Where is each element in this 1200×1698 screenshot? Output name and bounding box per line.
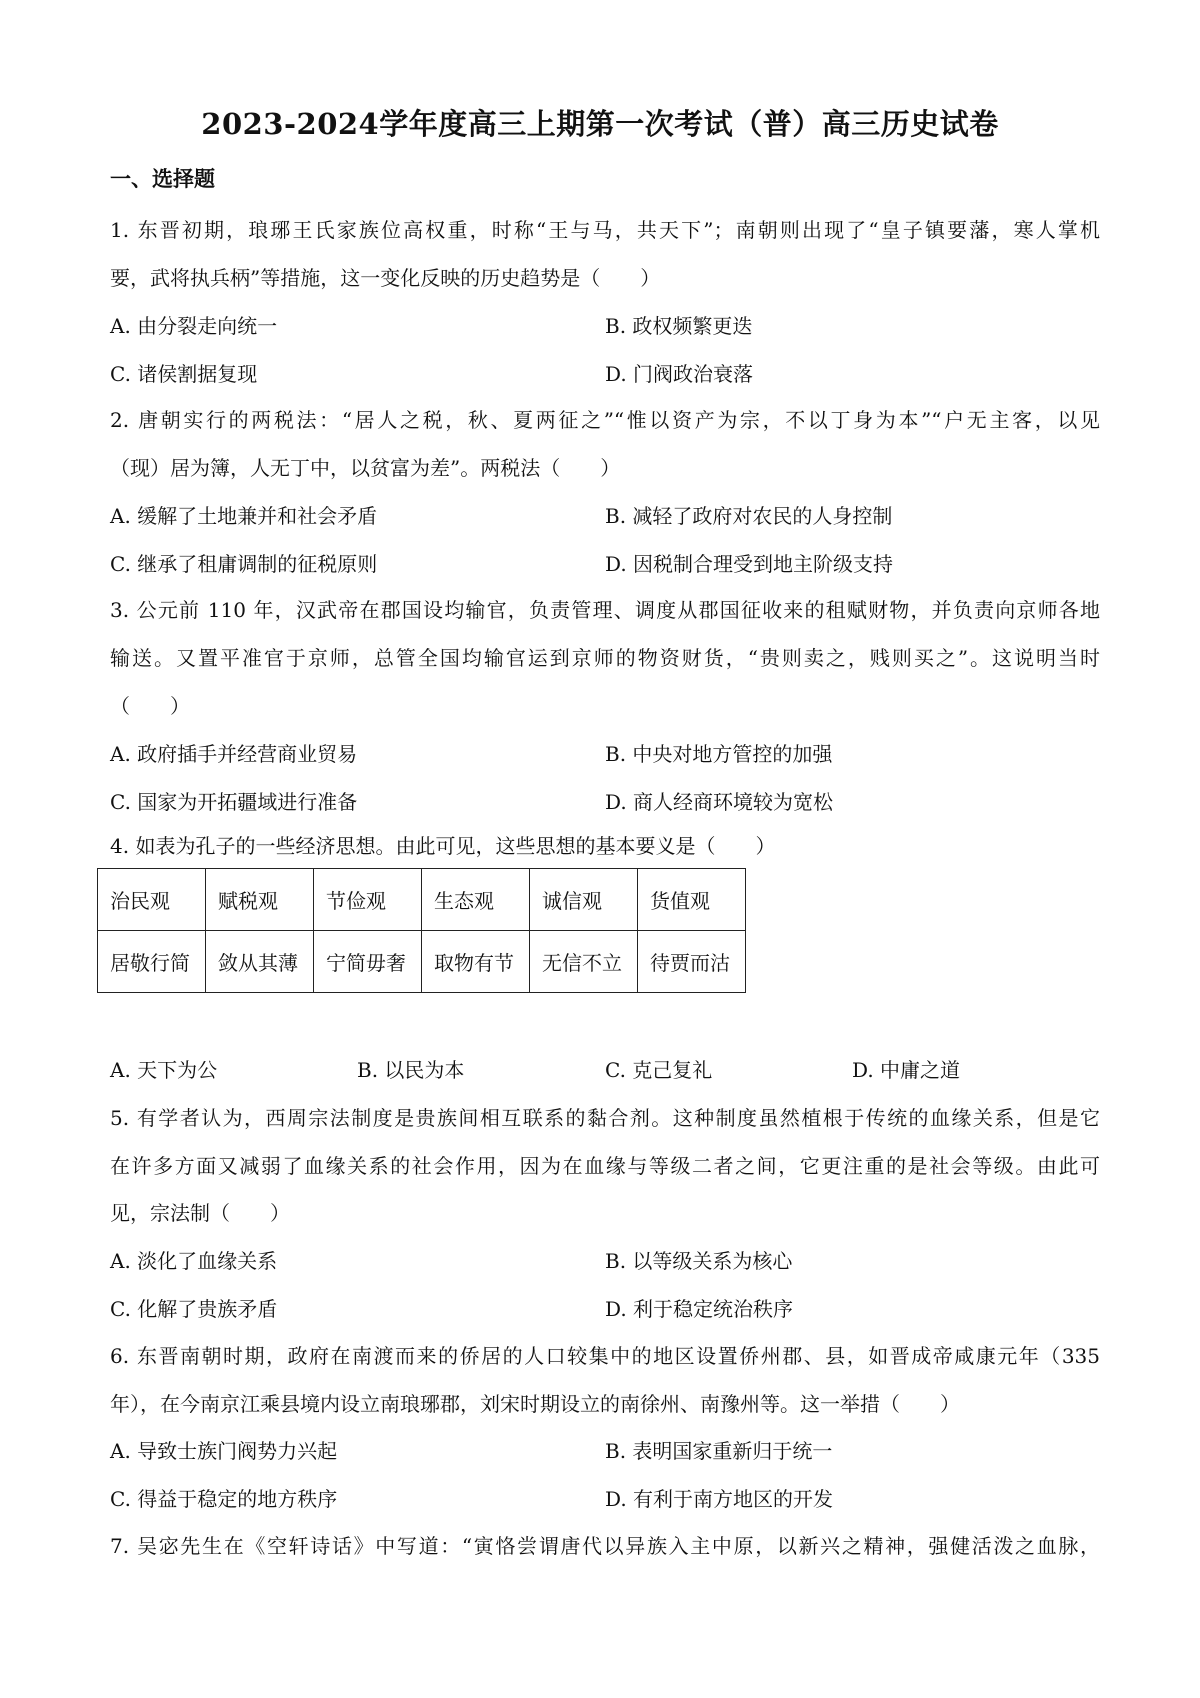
table-cell: 取物有节 — [422, 931, 530, 993]
option-a: A. 缓解了土地兼并和社会矛盾 — [110, 504, 378, 528]
question-text-line: （ ） — [110, 694, 190, 718]
option-d: D. 中庸之道 — [852, 1058, 961, 1082]
option-a: A. 政府插手并经营商业贸易 — [110, 742, 358, 766]
option-a: A. 由分裂走向统一 — [110, 314, 278, 338]
question-text-line: 7. 吴宓先生在《空轩诗话》中写道：“寅恪尝谓唐代以异族入主中原，以新兴之精神，强健活泼之血脉， — [110, 1534, 1100, 1558]
table-header-cell: 货值观 — [638, 869, 746, 931]
question-text-line: 6. 东晋南朝时期，政府在南渡而来的侨居的人口较集中的地区设置侨州郡、县，如晋成帝咸康元年（335 — [110, 1344, 1100, 1368]
question-text-line: 4. 如表为孔子的一些经济思想。由此可见，这些思想的基本要义是（ ） — [110, 834, 776, 858]
question-text-line: 3. 公元前 110 年，汉武帝在郡国设均输官，负责管理、调度从郡国征收来的租赋财物，并负责向京师各地 — [110, 598, 1100, 622]
option-b: B. 政权频繁更迭 — [605, 314, 753, 338]
table-cell: 居敬行简 — [98, 931, 206, 993]
option-d: D. 有利于南方地区的开发 — [605, 1487, 834, 1511]
question-text-line: （现）居为簿，人无丁中，以贫富为差”。两税法（ ） — [110, 456, 621, 480]
table-header-cell: 节俭观 — [314, 869, 422, 931]
question-text-line: 2. 唐朝实行的两税法：“居人之税，秋、夏两征之”“惟以资产为宗，不以丁身为本”“户无主客，以见 — [110, 408, 1100, 432]
option-b: B. 以民为本 — [357, 1058, 465, 1082]
option-d: D. 因税制合理受到地主阶级支持 — [605, 552, 894, 576]
table-row — [98, 931, 746, 993]
option-b: B. 表明国家重新归于统一 — [605, 1439, 833, 1463]
table-header-cell: 生态观 — [422, 869, 530, 931]
option-a: A. 导致士族门阀势力兴起 — [110, 1439, 338, 1463]
option-c: C. 化解了贵族矛盾 — [110, 1297, 278, 1321]
option-b: B. 中央对地方管控的加强 — [605, 742, 833, 766]
table-cell: 无信不立 — [530, 931, 638, 993]
question-text-line: 见，宗法制（ ） — [110, 1201, 290, 1225]
question-text-line: 年），在今南京江乘县境内设立南琅琊郡，刘宋时期设立的南徐州、南豫州等。这一举措（ ） — [110, 1392, 960, 1416]
option-d: D. 门阀政治衰落 — [605, 362, 754, 386]
table-header-cell: 治民观 — [98, 869, 206, 931]
option-a: A. 天下为公 — [110, 1058, 218, 1082]
economic-thought-table — [97, 868, 746, 993]
option-a: A. 淡化了血缘关系 — [110, 1249, 278, 1273]
table-cell: 宁简毋奢 — [314, 931, 422, 993]
table-header-row — [98, 869, 746, 931]
option-c: C. 诸侯割据复现 — [110, 362, 258, 386]
section-heading: 一、选择题 — [110, 166, 215, 191]
question-text-line: 要，武将执兵柄”等措施，这一变化反映的历史趋势是（ ） — [110, 266, 661, 290]
page-title: 2023-2024学年度高三上期第一次考试（普）高三历史试卷 — [201, 107, 999, 141]
question-text-line: 5. 有学者认为，西周宗法制度是贵族间相互联系的黏合剂。这种制度虽然植根于传统的血缘关系，但是它 — [110, 1106, 1100, 1130]
table-cell: 敛从其薄 — [206, 931, 314, 993]
question-text-line: 1. 东晋初期，琅琊王氏家族位高权重，时称“王与马，共天下”；南朝则出现了“皇子镇要藩，寒人掌机 — [110, 218, 1100, 242]
option-c: C. 得益于稳定的地方秩序 — [110, 1487, 338, 1511]
table-cell: 待贾而沽 — [638, 931, 746, 993]
question-text-line: 输送。又置平准官于京师，总管全国均输官运到京师的物资财货，“贵则卖之，贱则买之”。这说明当时 — [110, 646, 1100, 670]
table-header-cell: 诚信观 — [530, 869, 638, 931]
option-d: D. 利于稳定统治秩序 — [605, 1297, 794, 1321]
question-text-line: 在许多方面又减弱了血缘关系的社会作用，因为在血缘与等级二者之间，它更注重的是社会等级。由此可 — [110, 1154, 1100, 1178]
option-c: C. 国家为开拓疆域进行准备 — [110, 790, 358, 814]
table-header-cell: 赋税观 — [206, 869, 314, 931]
option-c: C. 继承了租庸调制的征税原则 — [110, 552, 378, 576]
option-b: B. 减轻了政府对农民的人身控制 — [605, 504, 893, 528]
option-c: C. 克己复礼 — [605, 1058, 713, 1082]
option-b: B. 以等级关系为核心 — [605, 1249, 793, 1273]
option-d: D. 商人经商环境较为宽松 — [605, 790, 834, 814]
